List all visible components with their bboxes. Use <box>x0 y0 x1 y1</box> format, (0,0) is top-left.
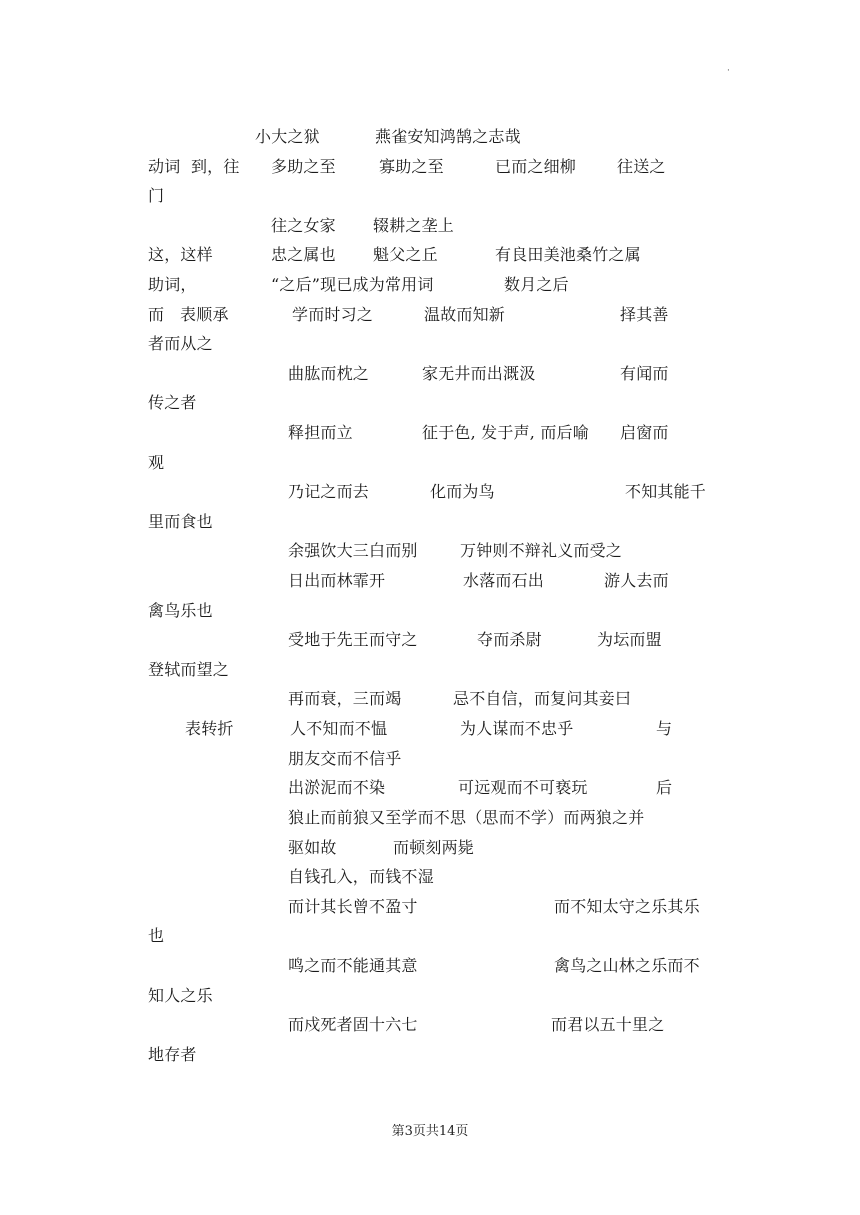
text-line: 游人去而 <box>604 571 669 590</box>
text-line: 学而时习之 <box>292 305 374 324</box>
text-line: 忌不自信，而复问其妾曰 <box>453 689 632 708</box>
text-line: 而不知太守之乐其乐 <box>554 897 700 916</box>
text-line: 登轼而望之 <box>148 660 230 679</box>
text-line: 化而为鸟 <box>430 482 495 501</box>
text-line: 狼止而前狼又至学而不思（思而不学）而两狼之并 <box>288 808 645 827</box>
text-line: 这，这样 <box>148 245 213 264</box>
text-line: 为坛而盟 <box>597 630 662 649</box>
text-line: 而戍死者固十六七 <box>288 1015 418 1034</box>
text-line: 寡助之至 <box>379 157 444 176</box>
text-line: 也 <box>148 926 165 945</box>
text-line: 日出而林霏开 <box>288 571 386 590</box>
text-line: 动词 到，往 <box>148 157 240 176</box>
text-line: 数月之后 <box>504 275 569 294</box>
text-line: 者而从之 <box>148 334 213 353</box>
text-line: 已而之细柳 <box>495 157 577 176</box>
text-line: 知人之乐 <box>148 986 213 1005</box>
text-line: 与 <box>656 719 673 738</box>
text-line: 启窗而 <box>620 423 669 442</box>
text-line: 再而衰，三而竭 <box>288 689 402 708</box>
text-line: 多助之至 <box>271 157 336 176</box>
text-line: 人不知而不愠 <box>290 719 388 738</box>
text-line: 有良田美池桑竹之属 <box>495 245 641 264</box>
text-line: 为人谋而不忠乎 <box>460 719 574 738</box>
page-dot: · <box>727 66 730 76</box>
text-line: 征于色, 发于声, 而后喻 <box>422 423 589 442</box>
text-line: 里而食也 <box>148 512 213 531</box>
text-line: 自钱孔入，而钱不湿 <box>288 867 434 886</box>
text-line: 夺而杀尉 <box>477 630 542 649</box>
text-line: 择其善 <box>620 305 669 324</box>
text-line: 可远观而不可亵玩 <box>458 778 588 797</box>
text-line: 驱如故 <box>288 838 337 857</box>
text-line: 往之女家 <box>271 216 336 235</box>
text-line: 传之者 <box>148 393 197 412</box>
text-line: 温故而知新 <box>424 305 506 324</box>
text-line: 不知其能千 <box>625 482 707 501</box>
text-line: 辍耕之垄上 <box>373 216 455 235</box>
text-line: 释担而立 <box>288 423 353 442</box>
text-line: 观 <box>148 453 165 472</box>
text-line: 后 <box>656 778 673 797</box>
text-line: 出淤泥而不染 <box>288 778 386 797</box>
text-line: 万钟则不辩礼义而受之 <box>460 541 623 560</box>
page-footer: 第3页共14页 <box>391 1124 469 1139</box>
text-line: 助词， <box>148 275 197 294</box>
text-line: 往送之 <box>617 157 666 176</box>
text-line: 而计其长曾不盈寸 <box>288 897 418 916</box>
text-line: 禽鸟乐也 <box>148 601 213 620</box>
text-line: 家无井而出溉汲 <box>422 364 536 383</box>
text-line: 而君以五十里之 <box>551 1015 665 1034</box>
text-line: 燕雀安知鸿鹄之志哉 <box>375 127 521 146</box>
text-line: 地存者 <box>148 1045 197 1064</box>
text-line: 受地于先王而守之 <box>288 630 418 649</box>
text-line: 余强饮大三白而别 <box>288 541 418 560</box>
text-line: 表转折 <box>185 719 234 738</box>
text-line: 水落而石出 <box>463 571 545 590</box>
text-line: 乃记之而去 <box>288 482 370 501</box>
text-line: 小大之狱 <box>255 127 320 146</box>
text-line: “之后”现已成为常用词 <box>271 275 434 294</box>
text-line: 而 表顺承 <box>148 305 229 324</box>
text-line: 曲肱而枕之 <box>288 364 370 383</box>
text-line: 门 <box>148 186 165 205</box>
text-line: 魁父之丘 <box>373 245 438 264</box>
text-line: 朋友交而不信乎 <box>288 749 402 768</box>
text-line: 鸣之而不能通其意 <box>288 956 418 975</box>
text-line: 而顿刻两毙 <box>393 838 475 857</box>
text-line: 禽鸟之山林之乐而不 <box>554 956 700 975</box>
text-line: 忠之属也 <box>271 245 336 264</box>
text-line: 有闻而 <box>620 364 669 383</box>
